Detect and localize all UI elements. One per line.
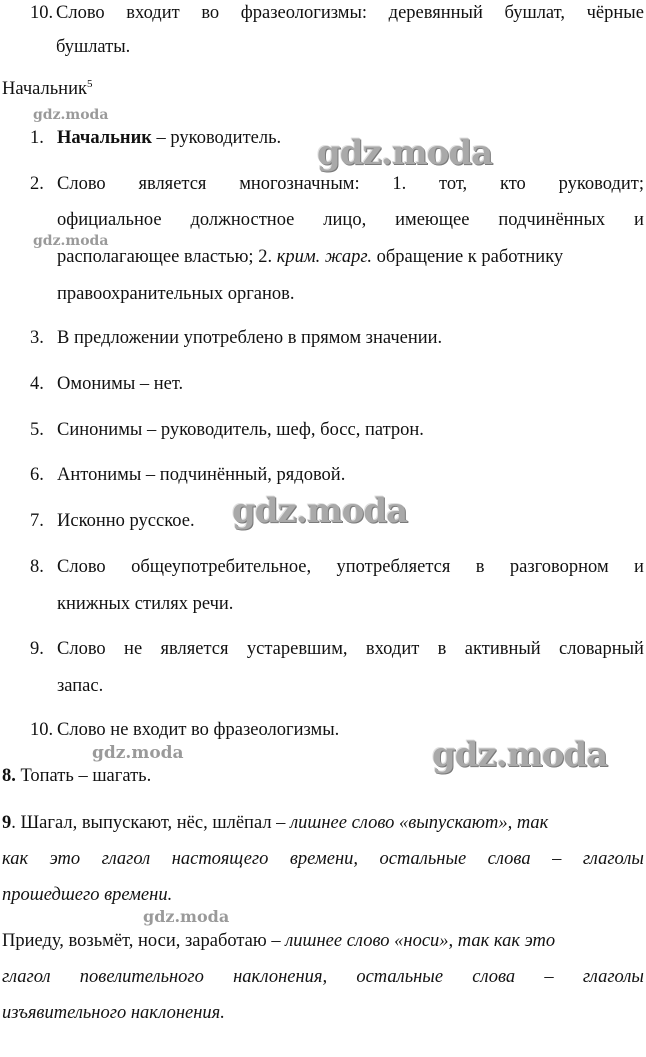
word: активный: [464, 639, 541, 659]
paragraph-line: [57, 248, 563, 267]
word: общеупотребительное,: [131, 557, 312, 577]
paragraph-line: [56, 4, 644, 23]
word: повелительного: [79, 967, 204, 987]
section-heading: [2, 77, 93, 99]
item-number: 4.: [30, 374, 44, 394]
watermark: gdz.moda: [33, 107, 109, 123]
word: является: [160, 639, 229, 659]
task-8: [2, 767, 151, 786]
word: руководит;: [558, 174, 644, 194]
watermark: gdz.moda: [143, 907, 230, 926]
word: времени,: [289, 849, 358, 869]
word: бушлат,: [504, 3, 565, 23]
word: и: [634, 210, 644, 230]
paragraph-line: книжных стилях речи.: [57, 594, 234, 614]
item-number: 7.: [30, 511, 44, 531]
list-item: Омонимы – нет.: [57, 374, 184, 394]
line-text: Приеду, возьмёт, носи, заработаю –: [2, 931, 286, 951]
watermark: gdz.moda: [232, 491, 408, 531]
word: во: [201, 3, 220, 23]
item-number: 3.: [30, 328, 44, 348]
task-text: Топать – шагать.: [15, 766, 152, 786]
item-number: 9.: [30, 639, 44, 659]
task-number: 8.: [2, 766, 16, 786]
word: –: [552, 849, 562, 869]
word: многозначным:: [239, 174, 360, 194]
watermark: gdz.moda: [432, 735, 608, 775]
word: Слово: [57, 639, 106, 659]
footnote-mark: 5: [86, 77, 93, 90]
item-number: 10.: [30, 3, 54, 23]
word: Слово: [57, 557, 106, 577]
list-item: В предложении употреблено в прямом значении.: [57, 328, 443, 348]
list-item: Синонимы – руководитель, шеф, босс, патрон.: [57, 420, 424, 440]
word: кто: [499, 174, 526, 194]
word: подчинённых: [498, 210, 606, 230]
paragraph-line: бушлаты.: [56, 37, 131, 57]
watermark: gdz.moda: [33, 233, 109, 249]
word: глаголы: [582, 849, 644, 869]
word: слова: [472, 967, 516, 987]
word: в: [437, 639, 447, 659]
italic-text: лишнее слово «носи», так как это: [285, 931, 556, 951]
task-9-line: [2, 1004, 225, 1023]
italic-text: лишнее слово «выпускают», так: [290, 813, 549, 833]
heading-word: Начальник: [2, 79, 87, 99]
paragraph-line: запас.: [57, 676, 104, 696]
word: должностное: [190, 210, 295, 230]
italic-text: изъявительного наклонения.: [2, 1003, 225, 1023]
paragraph-line: [57, 640, 644, 659]
task-9-line: [2, 850, 644, 869]
word: Слово: [56, 3, 105, 23]
word: словарный: [559, 639, 644, 659]
line-text: располагающее властью; 2.: [57, 247, 277, 267]
word: лицо,: [323, 210, 367, 230]
list-item: Слово не входит во фразеологизмы.: [57, 720, 340, 740]
word: является: [138, 174, 207, 194]
task-9-line: [2, 968, 644, 987]
paragraph-line: [57, 558, 644, 577]
word: фразеологизмы:: [240, 3, 368, 23]
line-text: . Шагал, выпускают, нёс, шлёпал –: [11, 813, 291, 833]
paragraph-line: правоохранительных органов.: [57, 284, 295, 304]
word: тот,: [439, 174, 468, 194]
word: –: [544, 967, 554, 987]
word: разговорном: [509, 557, 609, 577]
italic-text: прошедшего времени.: [2, 885, 173, 905]
word: имеющее: [395, 210, 470, 230]
item-number: 10.: [30, 720, 54, 740]
item-text: – руководитель.: [151, 128, 282, 148]
line-text: обращение к работнику: [371, 247, 564, 267]
word: и: [634, 557, 644, 577]
task-number: 9: [2, 813, 12, 833]
word: деревянный: [388, 3, 483, 23]
task-9-line: [2, 932, 555, 951]
word: чёрные: [586, 3, 644, 23]
list-item: Антонимы – подчинённый, рядовой.: [57, 465, 346, 485]
watermark: gdz.moda: [317, 133, 493, 173]
word: глагол: [2, 967, 51, 987]
word: Слово: [57, 174, 106, 194]
item-number: 8.: [30, 557, 44, 577]
watermark: gdz.moda: [92, 743, 184, 763]
word: 1.: [392, 174, 407, 194]
word: официальное: [57, 210, 162, 230]
word: глаголы: [582, 967, 644, 987]
word: наклонения,: [233, 967, 328, 987]
word: употребляется: [336, 557, 451, 577]
item-number: 5.: [30, 420, 44, 440]
paragraph-line: [57, 175, 644, 194]
word: настоящего: [171, 849, 269, 869]
word: устаревшим,: [246, 639, 348, 659]
item-number: 2.: [30, 174, 44, 194]
italic-text: крим. жарг.: [276, 247, 372, 267]
list-item: [57, 129, 281, 148]
word: остальные: [379, 849, 467, 869]
task-9-line: [2, 886, 172, 905]
bold-term: Начальник: [57, 128, 152, 148]
task-9-line: [2, 814, 548, 833]
list-item: Исконно русское.: [57, 511, 195, 531]
word: входит: [126, 3, 180, 23]
word: как: [2, 849, 29, 869]
item-number: 6.: [30, 465, 44, 485]
paragraph-line: [57, 211, 644, 230]
word: глагол: [101, 849, 151, 869]
word: входит: [365, 639, 420, 659]
word: в: [475, 557, 485, 577]
item-number: 1.: [30, 128, 44, 148]
word: остальные: [356, 967, 444, 987]
word: слова: [487, 849, 531, 869]
word: это: [49, 849, 81, 869]
word: не: [124, 639, 143, 659]
